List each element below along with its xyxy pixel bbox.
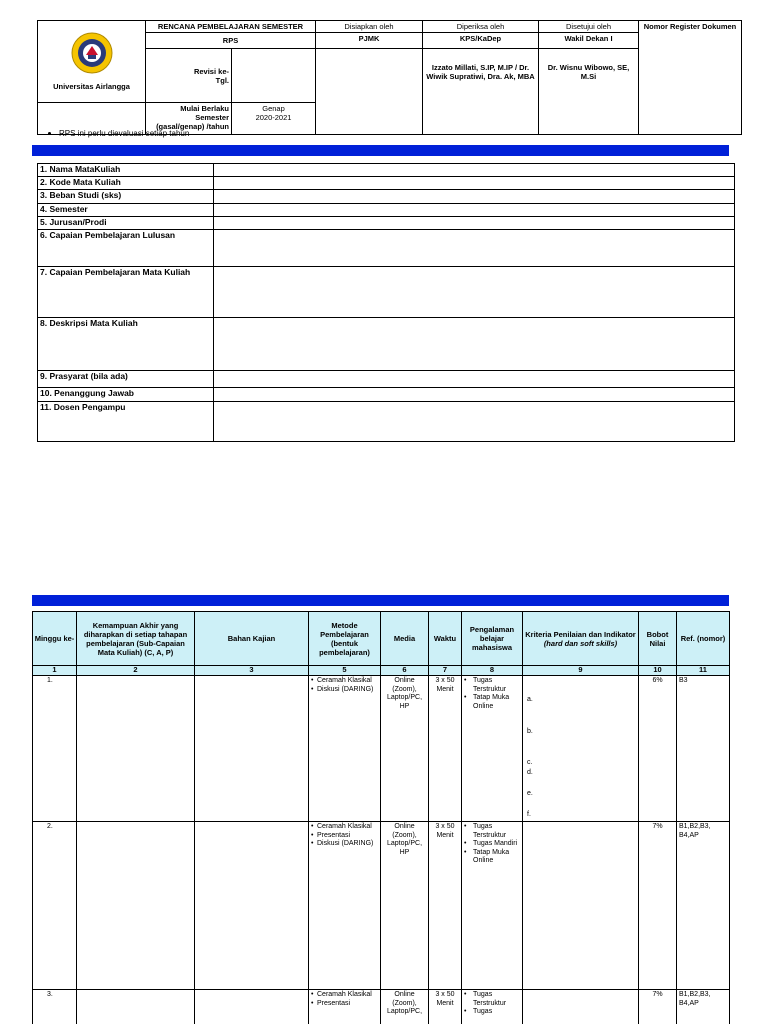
info-label: 2. Kode Mata Kuliah — [38, 177, 214, 190]
weekly-schedule-table — [32, 611, 730, 1024]
revisi-value — [232, 49, 316, 103]
kriteria-cell — [523, 990, 639, 1024]
media-cell: Online (Zoom), Laptop/PC, — [381, 990, 429, 1024]
kriteria-cell — [523, 676, 639, 822]
info-value — [214, 177, 735, 190]
media-cell: Online (Zoom), Laptop/PC, HP — [381, 676, 429, 822]
info-label: 3. Beban Studi (sks) — [38, 190, 214, 204]
media-cell: Online (Zoom), Laptop/PC, HP — [381, 822, 429, 990]
info-value — [214, 318, 735, 371]
info-value — [214, 164, 735, 177]
list-item: • Ceramah Klasikal — [311, 823, 378, 832]
criteria-item: f. — [527, 811, 531, 818]
metode-cell — [309, 822, 381, 990]
col-number: 10 — [639, 666, 677, 676]
list-item: • Tugas — [464, 1008, 520, 1017]
col-header-kriteria: Kriteria Penilaian dan Indikator (hard dan soft skills) — [523, 612, 639, 666]
col-header-sub-cpmk: Kemampuan Akhir yang diharapkan di setiap tahapan pembelajaran (Sub-Capaian Mata Kuliah) (C, A, P) — [77, 612, 195, 666]
week-number: 2. — [33, 822, 77, 990]
pengalaman-cell — [462, 822, 523, 990]
col-number: 7 — [429, 666, 462, 676]
criteria-item: b. — [527, 728, 533, 735]
pengalaman-cell — [462, 676, 523, 822]
bahan-kajian-cell — [195, 822, 309, 990]
week-number: 3. — [33, 990, 77, 1024]
ref-cell: B3 — [677, 676, 730, 822]
bobot-cell: 7% — [639, 990, 677, 1024]
bobot-cell: 6% — [639, 676, 677, 822]
col-header-media: Media — [381, 612, 429, 666]
disiapkan-signature — [316, 49, 423, 135]
col-number: 6 — [381, 666, 429, 676]
revisi-label: Revisi ke- Tgl. — [146, 49, 232, 103]
doc-title: RENCANA PEMBELAJARAN SEMESTER — [146, 21, 316, 33]
section-bar-top — [32, 145, 729, 156]
list-item: • Tugas Mandiri — [464, 840, 520, 849]
bahan-kajian-cell — [195, 990, 309, 1024]
list-item: • Tatap Muka Online — [464, 849, 520, 866]
disiapkan-role: PJMK — [316, 33, 423, 49]
col-header-waktu: Waktu — [429, 612, 462, 666]
list-item: • Diskusi (DARING) — [311, 686, 378, 695]
disetujui-label: Disetujui oleh — [539, 21, 639, 33]
disetujui-name: Dr. Wisnu Wibowo, SE, M.Si — [539, 49, 639, 135]
col-header-week: Minggu ke- — [33, 612, 77, 666]
ref-cell: B1,B2,B3, B4,AP — [677, 990, 730, 1024]
waktu-cell: 3 x 50 Menit — [429, 822, 462, 990]
info-value — [214, 388, 735, 402]
metode-cell — [309, 676, 381, 822]
info-label: 8. Deskripsi Mata Kuliah — [38, 318, 214, 371]
info-label: 1. Nama MataKuliah — [38, 164, 214, 177]
info-value — [214, 190, 735, 204]
document-header-table — [37, 20, 742, 135]
col-number: 2 — [77, 666, 195, 676]
col-number: 9 — [523, 666, 639, 676]
mulai-label: Mulai Berlaku Semester (gasal/genap) /tahun — [146, 103, 232, 135]
col-number: 11 — [677, 666, 730, 676]
info-label: 11. Dosen Pengampu — [38, 402, 214, 442]
bullet-icon — [48, 132, 51, 135]
list-item: • Tugas Terstruktur — [464, 677, 520, 694]
criteria-item: e. — [527, 790, 533, 797]
list-item: • Tugas Terstruktur — [464, 823, 520, 840]
rps-title: RPS — [146, 33, 316, 49]
criteria-item: d. — [527, 769, 533, 776]
info-label: 5. Jurusan/Prodi — [38, 217, 214, 230]
info-label: 9. Prasyarat (bila ada) — [38, 371, 214, 388]
info-value — [214, 371, 735, 388]
list-item: • Tatap Muka Online — [464, 694, 520, 711]
col-number: 8 — [462, 666, 523, 676]
info-label: 7. Capaian Pembelajaran Mata Kuliah — [38, 267, 214, 318]
sub-cpmk-cell — [77, 990, 195, 1024]
table-row — [33, 822, 730, 990]
metode-cell — [309, 990, 381, 1024]
list-item: • Ceramah Klasikal — [311, 991, 378, 1000]
info-label: 10. Penanggung Jawab — [38, 388, 214, 402]
sub-cpmk-cell — [77, 822, 195, 990]
criteria-item: a. — [527, 696, 533, 703]
list-item: • Diskusi (DARING) — [311, 840, 378, 849]
diperiksa-label: Diperiksa oleh — [423, 21, 539, 33]
col-number: 1 — [33, 666, 77, 676]
register-label: Nomor Register Dokumen — [639, 21, 742, 135]
diperiksa-role: KPS/KaDep — [423, 33, 539, 49]
info-value — [214, 230, 735, 267]
university-cell — [38, 21, 146, 103]
mulai-value: Genap 2020-2021 — [232, 103, 316, 135]
col-number: 5 — [309, 666, 381, 676]
info-value — [214, 402, 735, 442]
sub-cpmk-cell — [77, 676, 195, 822]
waktu-cell: 3 x 50 Menit — [429, 990, 462, 1024]
col-number: 3 — [195, 666, 309, 676]
info-value — [214, 217, 735, 230]
bobot-cell: 7% — [639, 822, 677, 990]
table-row — [33, 676, 730, 822]
col-header-metode: Metode Pembelajaran (bentuk pembelajaran) — [309, 612, 381, 666]
pengalaman-cell — [462, 990, 523, 1024]
section-bar-bottom — [32, 595, 729, 606]
disetujui-role: Wakil Dekan I — [539, 33, 639, 49]
col-header-pengalaman: Pengalaman belajar mahasiswa — [462, 612, 523, 666]
criteria-item: c. — [527, 759, 533, 766]
info-value — [214, 204, 735, 217]
col-header-bobot: Bobot Nilai — [639, 612, 677, 666]
info-value — [214, 267, 735, 318]
table-row — [33, 990, 730, 1024]
diperiksa-name: Izzato Millati, S.IP, M.IP / Dr. Wiwik Supratiwi, Dra. Ak, MBA — [423, 49, 539, 135]
info-label: 4. Semester — [38, 204, 214, 217]
list-item: • Presentasi — [311, 1000, 378, 1009]
col-header-bahan-kajian: Bahan Kajian — [195, 612, 309, 666]
evaluation-note: RPS ini perlu dievaluasi setiap tahun — [48, 129, 189, 138]
kriteria-cell — [523, 822, 639, 990]
disiapkan-label: Disiapkan oleh — [316, 21, 423, 33]
list-item: • Tugas Terstruktur — [464, 991, 520, 1008]
course-info-table — [37, 163, 735, 442]
university-logo-icon — [71, 32, 113, 74]
university-name: Universitas Airlangga — [53, 82, 130, 91]
list-item: • Presentasi — [311, 832, 378, 841]
waktu-cell: 3 x 50 Menit — [429, 676, 462, 822]
bahan-kajian-cell — [195, 676, 309, 822]
info-label: 6. Capaian Pembelajaran Lulusan — [38, 230, 214, 267]
col-header-ref: Ref. (nomor) — [677, 612, 730, 666]
ref-cell: B1,B2,B3, B4,AP — [677, 822, 730, 990]
week-number: 1. — [33, 676, 77, 822]
list-item: • Ceramah Klasikal — [311, 677, 378, 686]
